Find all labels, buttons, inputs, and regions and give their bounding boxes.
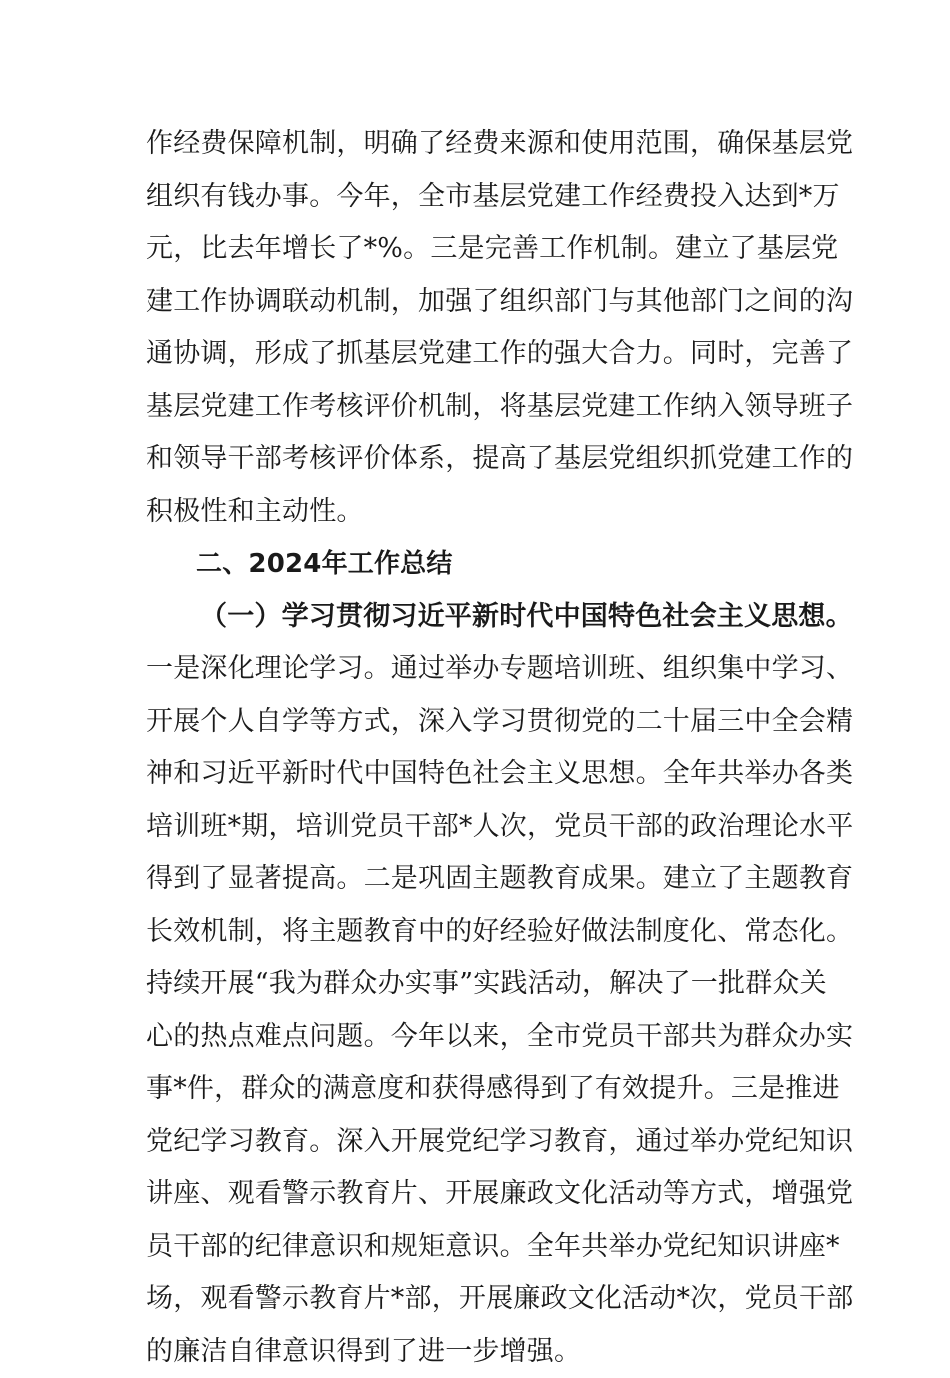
text-line: 元，比去年增长了*%。三是完善工作机制。建立了基层党 xyxy=(146,223,806,276)
text-line: 和领导干部考核评价体系，提高了基层党组织抓党建工作的 xyxy=(146,433,806,486)
text-line: 持续开展“我为群众办实事”实践活动，解决了一批群众关 xyxy=(146,958,806,1011)
text-line: 党纪学习教育。深入开展党纪学习教育，通过举办党纪知识 xyxy=(146,1116,806,1169)
text-line: 神和习近平新时代中国特色社会主义思想。全年共举办各类 xyxy=(146,748,806,801)
section-heading: 二、2024年工作总结 xyxy=(146,538,806,591)
paragraph-study xyxy=(146,643,806,1378)
text-line: 积极性和主动性。 xyxy=(146,486,806,539)
subsection-heading: （一）学习贯彻习近平新时代中国特色社会主义思想。 xyxy=(146,591,806,644)
text-line: 事*件，群众的满意度和获得感得到了有效提升。三是推进 xyxy=(146,1063,806,1116)
text-line: 基层党建工作考核评价机制，将基层党建工作纳入领导班子 xyxy=(146,381,806,434)
text-line: 的廉洁自律意识得到了进一步增强。 xyxy=(146,1326,806,1378)
text-line: 通协调，形成了抓基层党建工作的强大合力。同时，完善了 xyxy=(146,328,806,381)
document-body xyxy=(146,118,806,1378)
text-line: 作经费保障机制，明确了经费来源和使用范围，确保基层党 xyxy=(146,118,806,171)
text-line: 组织有钱办事。今年，全市基层党建工作经费投入达到*万 xyxy=(146,171,806,224)
text-line: 讲座、观看警示教育片、开展廉政文化活动等方式，增强党 xyxy=(146,1168,806,1221)
text-line: 培训班*期，培训党员干部*人次，党员干部的政治理论水平 xyxy=(146,801,806,854)
text-line: 场，观看警示教育片*部，开展廉政文化活动*次，党员干部 xyxy=(146,1273,806,1326)
text-line: 一是深化理论学习。通过举办专题培训班、组织集中学习、 xyxy=(146,643,806,696)
text-line: 开展个人自学等方式，深入学习贯彻党的二十届三中全会精 xyxy=(146,696,806,749)
text-line: 心的热点难点问题。今年以来，全市党员干部共为群众办实 xyxy=(146,1011,806,1064)
paragraph-continued xyxy=(146,118,806,538)
text-line: 得到了显著提高。二是巩固主题教育成果。建立了主题教育 xyxy=(146,853,806,906)
text-line: 员干部的纪律意识和规矩意识。全年共举办党纪知识讲座* xyxy=(146,1221,806,1274)
text-line: 长效机制，将主题教育中的好经验好做法制度化、常态化。 xyxy=(146,906,806,959)
text-line: 建工作协调联动机制，加强了组织部门与其他部门之间的沟 xyxy=(146,276,806,329)
